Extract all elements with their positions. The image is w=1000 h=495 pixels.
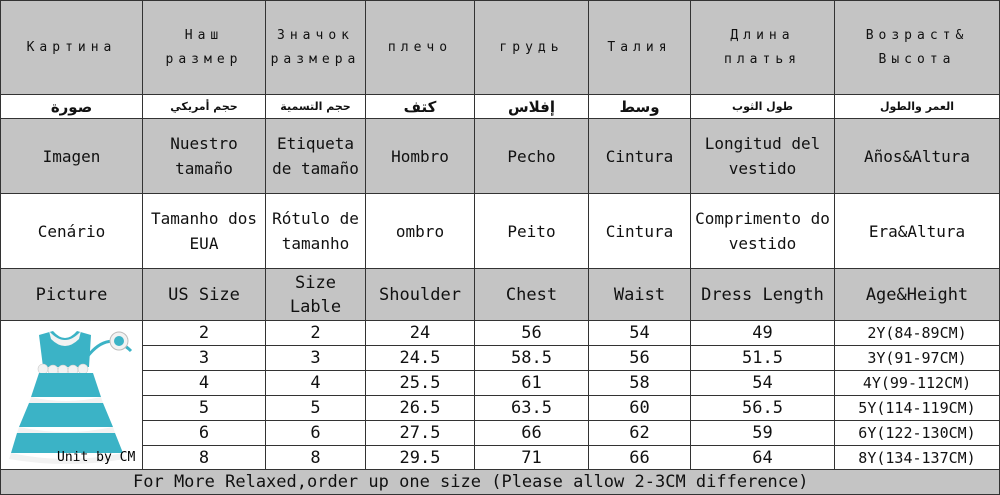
row-1-waist: 54 — [589, 321, 691, 346]
header-pt-us-size: Tamanho dos EUA — [143, 194, 266, 269]
header-en-size-label: Size Lable — [266, 269, 366, 321]
header-es-shoulder: Hombro — [366, 119, 475, 194]
row-1-us-size: 2 — [143, 321, 266, 346]
header-en-us-size: US Size — [143, 269, 266, 321]
row-6-shoulder: 29.5 — [366, 446, 475, 470]
header-pt-picture: Cenário — [1, 194, 143, 269]
dress-picture — [1, 321, 143, 470]
header-ar-us-size: حجم أمريكي — [143, 95, 266, 119]
header-es-waist: Cintura — [589, 119, 691, 194]
row-2-size-label: 3 — [266, 346, 366, 371]
row-3-us-size: 4 — [143, 371, 266, 396]
row-5-dress-length: 59 — [691, 421, 835, 446]
row-3-size-label: 4 — [266, 371, 366, 396]
header-ru-chest: грудь — [475, 1, 589, 95]
row-1-chest: 56 — [475, 321, 589, 346]
header-ru-age-height: Возраст& Высота — [835, 1, 1000, 95]
row-3-age-height: 4Y(99-112CM) — [835, 371, 1000, 396]
row-4-age-height: 5Y(114-119CM) — [835, 396, 1000, 421]
row-3-waist: 58 — [589, 371, 691, 396]
header-en-shoulder: Shoulder — [366, 269, 475, 321]
row-5-age-height: 6Y(122-130CM) — [835, 421, 1000, 446]
header-ar-waist: وسط — [589, 95, 691, 119]
header-pt-waist: Cintura — [589, 194, 691, 269]
header-en-dress-length: Dress Length — [691, 269, 835, 321]
header-ru-picture: Картина — [1, 1, 143, 95]
row-1-size-label: 2 — [266, 321, 366, 346]
header-pt-shoulder: ombro — [366, 194, 475, 269]
header-es-our-size: Nuestro tamaño — [143, 119, 266, 194]
row-4-chest: 63.5 — [475, 396, 589, 421]
row-6-age-height: 8Y(134-137CM) — [835, 446, 1000, 470]
row-6-chest: 71 — [475, 446, 589, 470]
row-6-size-label: 8 — [266, 446, 366, 470]
header-es-dress-length: Longitud del vestido — [691, 119, 835, 194]
header-ru-shoulder: плечо — [366, 1, 475, 95]
row-2-age-height: 3Y(91-97CM) — [835, 346, 1000, 371]
dress-image — [9, 327, 135, 467]
header-ar-picture: صورة — [1, 95, 143, 119]
header-en-picture: Picture — [1, 269, 143, 321]
row-1-age-height: 2Y(84-89CM) — [835, 321, 1000, 346]
header-pt-chest: Peito — [475, 194, 589, 269]
row-1-dress-length: 49 — [691, 321, 835, 346]
header-pt-dress-length: Comprimento do vestido — [691, 194, 835, 269]
header-es-age-height: Años&Altura — [835, 119, 1000, 194]
header-en-age-height: Age&Height — [835, 269, 1000, 321]
row-6-dress-length: 64 — [691, 446, 835, 470]
header-ar-chest: إفلاس — [475, 95, 589, 119]
row-3-dress-length: 54 — [691, 371, 835, 396]
row-2-us-size: 3 — [143, 346, 266, 371]
row-3-shoulder: 25.5 — [366, 371, 475, 396]
unit-label: Unit by CM — [57, 450, 136, 465]
header-ar-dress-length: طول الثوب — [691, 95, 835, 119]
header-es-picture: Imagen — [1, 119, 143, 194]
header-pt-size-label: Rótulo de tamanho — [266, 194, 366, 269]
row-2-chest: 58.5 — [475, 346, 589, 371]
row-4-waist: 60 — [589, 396, 691, 421]
header-ar-shoulder: كتف — [366, 95, 475, 119]
header-ru-size-label: Значок размера — [266, 1, 366, 95]
header-ru-dress-length: Длина платья — [691, 1, 835, 95]
header-es-chest: Pecho — [475, 119, 589, 194]
header-ru-waist: Талия — [589, 1, 691, 95]
row-2-dress-length: 51.5 — [691, 346, 835, 371]
header-es-size-label: Etiqueta de tamaño — [266, 119, 366, 194]
row-4-shoulder: 26.5 — [366, 396, 475, 421]
row-5-chest: 66 — [475, 421, 589, 446]
row-4-dress-length: 56.5 — [691, 396, 835, 421]
footer-note: For More Relaxed,order up one size (Please allow 2-3CM difference) — [1, 470, 1000, 495]
row-5-waist: 62 — [589, 421, 691, 446]
row-2-shoulder: 24.5 — [366, 346, 475, 371]
header-en-chest: Chest — [475, 269, 589, 321]
row-1-shoulder: 24 — [366, 321, 475, 346]
header-ru-our-size: Наш размер — [143, 1, 266, 95]
header-ar-size-label: حجم التسمية — [266, 95, 366, 119]
row-2-waist: 56 — [589, 346, 691, 371]
header-en-waist: Waist — [589, 269, 691, 321]
row-4-us-size: 5 — [143, 396, 266, 421]
row-3-chest: 61 — [475, 371, 589, 396]
row-4-size-label: 5 — [266, 396, 366, 421]
row-6-waist: 66 — [589, 446, 691, 470]
row-5-size-label: 6 — [266, 421, 366, 446]
row-5-us-size: 6 — [143, 421, 266, 446]
row-5-shoulder: 27.5 — [366, 421, 475, 446]
header-pt-age-height: Era&Altura — [835, 194, 1000, 269]
header-ar-age-height: العمر والطول — [835, 95, 1000, 119]
row-6-us-size: 8 — [143, 446, 266, 470]
